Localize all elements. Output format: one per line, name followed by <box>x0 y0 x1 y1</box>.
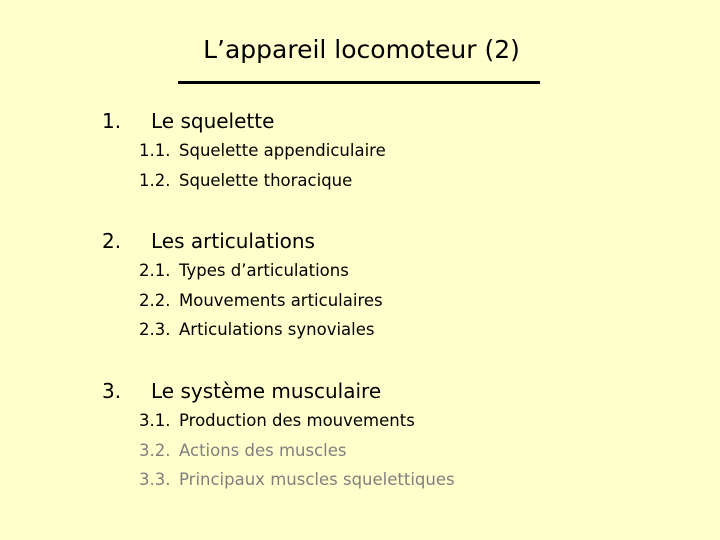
list-item <box>0 315 720 345</box>
item-number: 2.2. <box>139 290 171 310</box>
item-label: Squelette thoracique <box>179 170 353 190</box>
section-articulations <box>0 226 720 345</box>
item-number: 1.1. <box>139 141 171 160</box>
list-item <box>0 136 720 166</box>
title-underline <box>178 81 540 84</box>
item-label: Production des mouvements <box>179 411 415 430</box>
item-number: 3.2. <box>139 440 171 460</box>
item-label: Mouvements articulaires <box>179 290 383 310</box>
list-item <box>0 465 720 495</box>
section-systeme-musculaire <box>0 376 720 495</box>
item-number: 3.3. <box>139 470 171 489</box>
item-label: Articulations synoviales <box>179 320 375 339</box>
item-label: Squelette appendiculaire <box>179 141 386 160</box>
item-number: 3.1. <box>139 411 171 430</box>
section-number: 1. <box>102 109 122 133</box>
item-number: 2.3. <box>139 320 171 339</box>
section-number: 2. <box>102 229 122 253</box>
list-item <box>0 436 720 466</box>
section-label: Le système musculaire <box>151 379 382 403</box>
list-item <box>0 256 720 286</box>
section-label: Le squelette <box>151 109 275 133</box>
section-heading <box>0 226 720 256</box>
item-label: Actions des muscles <box>179 440 347 460</box>
sub-list <box>0 406 720 495</box>
item-label: Types d’articulations <box>179 261 349 280</box>
section-label: Les articulations <box>151 229 315 253</box>
section-squelette <box>0 106 720 195</box>
list-item <box>0 406 720 436</box>
list-item <box>0 286 720 316</box>
sub-list <box>0 136 720 195</box>
sub-list <box>0 256 720 345</box>
list-item <box>0 166 720 196</box>
item-number: 1.2. <box>139 170 171 190</box>
section-heading <box>0 376 720 406</box>
section-heading <box>0 106 720 136</box>
item-number: 2.1. <box>139 261 171 280</box>
slide-title: L’appareil locomoteur (2) <box>203 35 520 64</box>
section-number: 3. <box>102 379 122 403</box>
item-label: Principaux muscles squelettiques <box>179 470 455 489</box>
